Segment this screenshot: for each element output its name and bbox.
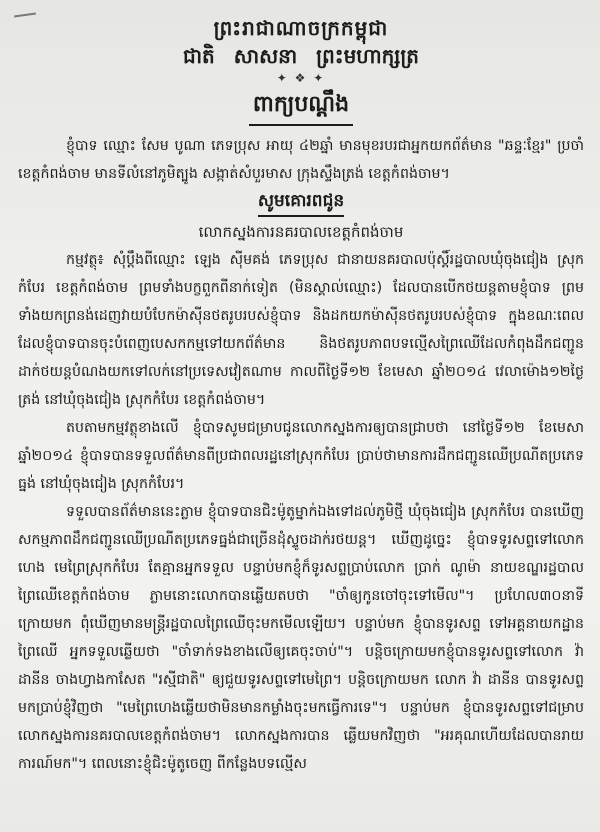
document-title: ពាក្យបណ្ដឹង: [249, 90, 353, 126]
respect-block: [18, 188, 584, 244]
respect-heading: សូមគោរពជូន: [258, 190, 344, 217]
addressee: លោកស្នងការនគរបាលខេត្តកំពង់ចាម: [198, 223, 404, 241]
motto-king: ព្រះមហាក្សត្រ: [316, 44, 419, 68]
notification-paragraph: តបតាមកម្មវត្ថុខាងលើ ខ្ញុំបាទសូមជម្រាបជូនលោកស្នងការឲ្យបានជ្រាបថា នៅថ្ងៃទី១២ ខែមេសា ឆ្នាំ២០១៤ ខ្ញុំបាទបានទទួលព័ត៌មានពីប្រជាពលរដ្ឋនៅស្រុកកំបែរ ប្រាប់ថាមានការដឹកជញ្ជូនឈើប្រណីតប្រភេទធ្នង់ នៅឃុំចុងជៀង ស្រុកកំបែរ។: [18, 420, 584, 492]
ornament-divider: ✦ ❖ ✦: [276, 71, 326, 85]
motto-nation: ជាតិ: [182, 44, 215, 68]
subject-paragraph: កម្មវត្ថុ៖ សុំប្ដឹងពីឈ្មោះ ឡេង ស៊ីមគង់ ភេទប្រុស ជានាយនគរបាលប៉ុស្តិ៍រដ្ឋបាលឃុំចុងជៀង ស្រុកកំបែរ ខេត្តកំពង់ចាម ព្រមទាំងបក្ខពួកពីនាក់ទៀត (មិនស្គាល់ឈ្មោះ) ដែលបានបើកថយន្តតាមខ្ញុំបាទ ព្រមទាំងយកព្រនង់ដេញវាយបំបែកម៉ាស៊ីនថតរូបរបស់ខ្ញុំបាទ និងដកយកម៉ាស៊ីនថតរូបរបស់ខ្ញុំបាទ ក្នុងខណៈពេលដែលខ្ញុំបាទបានចុះបំពេញបេសកកម្មទៅយកព័ត៌មាន និងថតរូបភាពបទល្មើសព្រៃឈើដែលកំពុងដឹកជញ្ជូនដាក់ថយន្តបំណងយកទៅលក់នៅប្រទេសវៀតណាម កាលពីថ្ងៃទី១២ ខែមេសា ឆ្នាំ២០១៤ វេលាម៉ោង១២ថ្ងៃត្រង់ នៅឃុំចុងជៀង ស្រុកកំបែរ ខេត្តកំពង់ចាម។: [18, 252, 584, 408]
document-header: [18, 14, 584, 132]
national-motto: [18, 42, 584, 70]
account-paragraph: ទទួលបានព័ត៌មាននេះភ្លាម ខ្ញុំបាទបានជិះម៉ូតូម្នាក់ឯងទៅដល់ភូមិថ្មី ឃុំចុងជៀង ស្រុកកំបែរ បានឃើញសកម្មភាពដឹកជញ្ជូនឈើប្រណីតប្រភេទធ្នង់ជាច្រើនដុំស្ទូចដាក់រថយន្ត។ ឃើញដូច្នេះ ខ្ញុំបាទទូរសព្ទទៅលោក ហេង មេព្រៃស្រុកកំបែរ តែគ្មានអ្នកទទួល បន្ទាប់មកខ្ញុំក៏ទូរសព្ទប្រាប់លោក ប្រាក់ ណូម៉ា នាយខណ្ឌរដ្ឋបាលព្រៃឈើខេត្តកំពង់ចាម ភ្លាមនោះលោកបានឆ្លើយតបថា "ចាំឲ្យកូនចៅចុះទៅមើល"។ ប្រហែល៣០នាទីក្រោយមក ពុំឃើញមានមន្ត្រីរដ្ឋបាលព្រៃឈើចុះមកមើលឡើយ។ បន្ទាប់មក ខ្ញុំបានទូរសព្ទ ទៅអគ្គនាយកដ្ឋានព្រៃឈើ អ្នកទទួលឆ្លើយថា "ចាំទាក់ទងខាងលើឲ្យគេចុះចាប់"។ បន្តិចក្រោយមកខ្ញុំបានទូរសព្ទទៅលោក វ៉ា ដានីន ចាងហ្វាងកាសែត "រស្មីជាតិ" ឲ្យជួយទូរសព្ទទៅមេព្រៃ។ បន្តិចក្រោយមក លោក វ៉ា ដានីន បានទូរសព្ទ មកប្រាប់ខ្ញុំវិញថា "មេព្រៃហេងឆ្លើយថាមិនមានកម្លាំងចុះមកធ្វើការទេ"។ បន្ទាប់មក ខ្ញុំបានទូរសព្ទទៅជម្រាបលោកស្នងការនគរបាលខេត្តកំពង់ចាម។ លោកស្នងការបាន ឆ្លើយមកវិញថា "អរគុណហើយដែលបានរាយការណ៍មក"។ ពេលនោះខ្ញុំជិះម៉ូតូចេញ ពីកន្លែងបទល្មើស: [18, 504, 584, 772]
motto-religion: សាសនា: [233, 44, 298, 68]
kingdom-title: ព្រះរាជាណាចក្រកម្ពុជា: [213, 16, 389, 40]
intro-paragraph: ខ្ញុំបាទ ឈ្មោះ សែម បូណា ភេទប្រុស អាយុ ៤២ឆ្នាំ មានមុខរបរជាអ្នកយកព័ត៌មាន "ឆន្ទៈខ្មែរ" ប្រចាំខេត្តកំពង់ចាម មានទីលំនៅភូមិត្បូង សង្កាត់សំបួរមាស ក្រុងស្ទឹងត្រង់ ខេត្តកំពង់ចាម។: [18, 138, 584, 182]
